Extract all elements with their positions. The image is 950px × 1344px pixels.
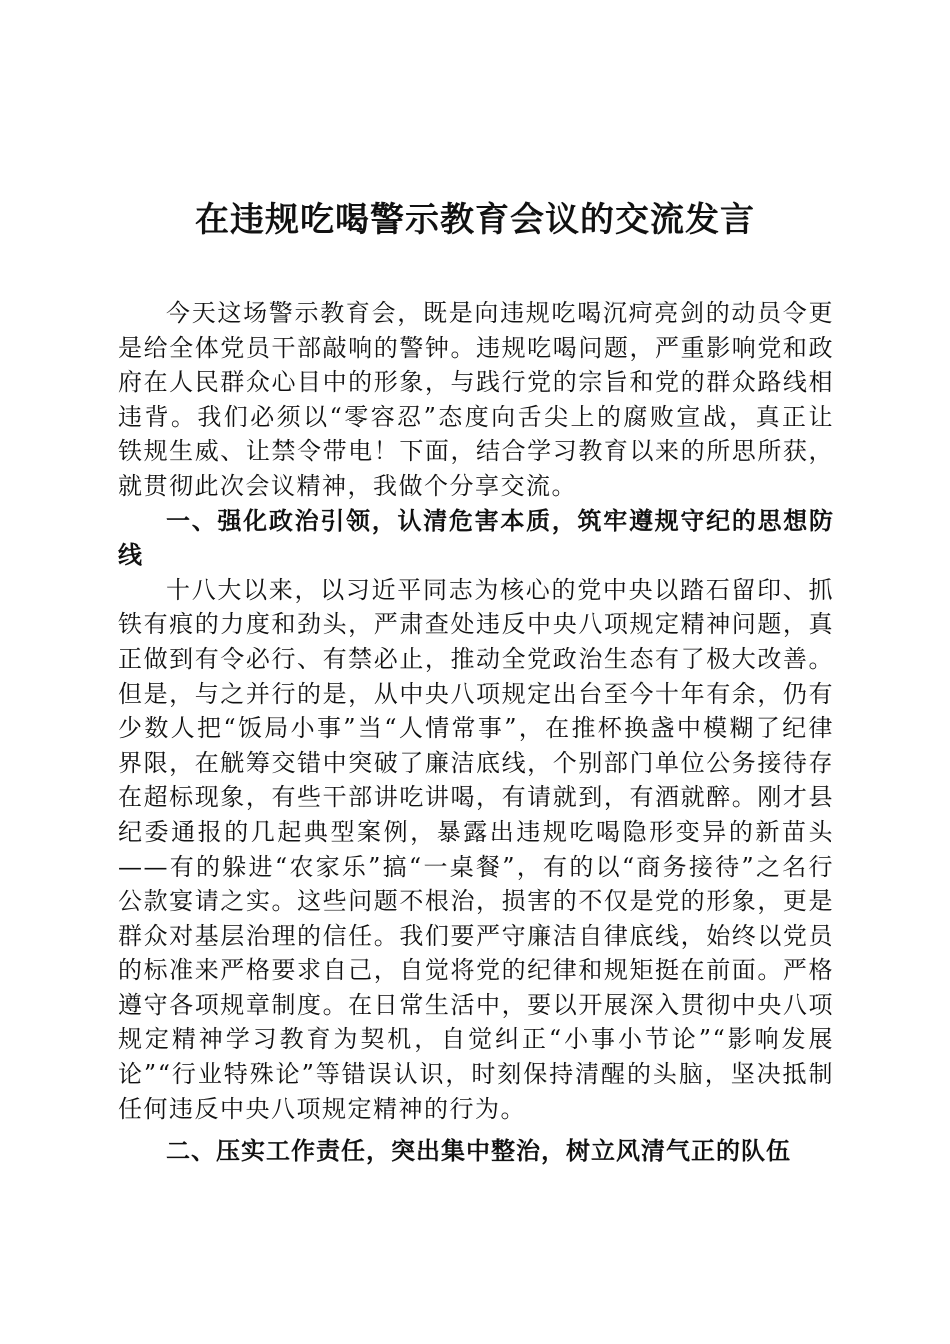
section-heading-1: 一、强化政治引领，认清危害本质，筑牢遵规守纪的思想防线 [118, 506, 834, 570]
document-body [118, 296, 834, 1169]
section-heading-2: 二、压实工作责任，突出集中整治，树立风清气正的队伍 [166, 1137, 791, 1166]
document-title: 在违规吃喝警示教育会议的交流发言 [195, 200, 755, 240]
intro-paragraph: 今天这场警示教育会，既是向违规吃喝沉疴亮剑的动员令更是给全体党员干部敲响的警钟。违规吃喝问题，严重影响党和政府在人民群众心目中的形象，与践行党的宗旨和党的群众路线相违背。我们必须以“零容忍”态度向舌尖上的腐败宣战，真正让铁规生威、让禁令带电！下面，结合学习教育以来的所思所获，就贯彻此次会议精神，我做个分享交流。 [118, 299, 834, 500]
section-1-paragraph: 十八大以来，以习近平同志为核心的党中央以踏石留印、抓铁有痕的力度和劲头，严肃查处违反中央八项规定精神问题，真正做到有令必行、有禁必止，推动全党政治生态有了极大改善。但是，与之并行的是，从中央八项规定出台至今十年有余，仍有少数人把“饭局小事”当“人情常事”，在推杯换盏中模糊了纪律界限，在觥筹交错中突破了廉洁底线，个别部门单位公务接待存在超标现象，有些干部讲吃讲喝，有请就到，有酒就醉。刚才县纪委通报的几起典型案例，暴露出违规吃喝隐形变异的新苗头——有的躲进“农家乐”搞“一桌餐”，有的以“商务接待”之名行公款宴请之实。这些问题不根治，损害的不仅是党的形象，更是群众对基层治理的信任。我们要严守廉洁自律底线，始终以党员的标准来严格要求自己，自觉将党的纪律和规矩挺在前面。严格遵守各项规章制度。在日常生活中，要以开展深入贯彻中央八项规定精神学习教育为契机，自觉纠正“小事小节论”“影响发展论”“行业特殊论”等错误认识，时刻保持清醒的头脑，坚决抵制任何违反中央八项规定精神的行为。 [118, 575, 834, 1123]
